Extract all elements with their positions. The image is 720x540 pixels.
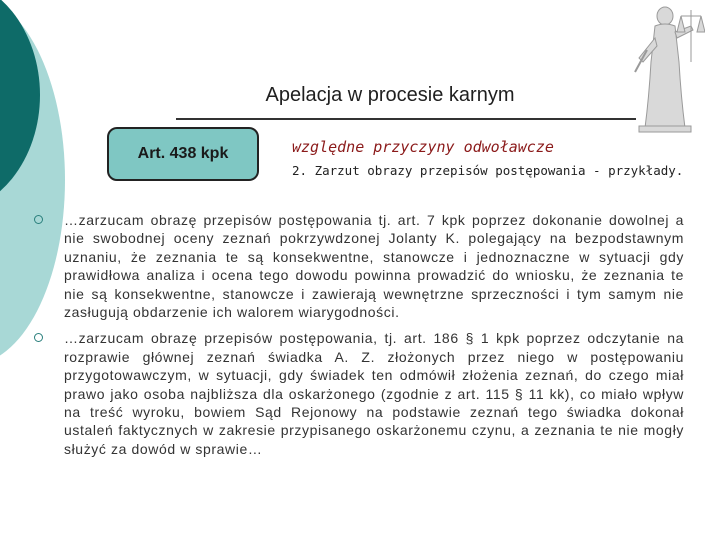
bullet-list: [34, 211, 684, 466]
circle-bullet-icon: [34, 333, 43, 342]
section-subtitle: względne przyczyny odwoławcze: [292, 138, 554, 156]
article-label: Art. 438 kpk: [137, 145, 229, 162]
list-item: [34, 211, 684, 321]
article-label-box: [107, 127, 259, 181]
bullet-text: …zarzucam obrazę przepisów postępowania tj. art. 7 kpk poprzez dokonanie dowolnej a nie swobodnej oceny zeznań pokrzywdzonej Jolanty K. polegający na bezpodstawnym uznaniu, że zeznania te są konsekwentne, stanowcze i jednoznaczne w sytuacji gdy prawidłowa analiza i ocena tego dowodu powinna prowadzić do wniosku, że zeznania te nie są konsekwentne, stanowcze i zawierają wewnętrzne sprzeczności i tym samym nie zasługują obdarzenie ich walorem wiarygodności.: [64, 212, 684, 321]
slide-title: Apelacja w procesie karnym: [265, 84, 515, 106]
justice-statue-icon: [625, 2, 705, 134]
bullet-text: …zarzucam obrazę przepisów postępowania, tj. art. 186 § 1 kpk poprzez odczytanie na rozprawie głównej zeznań świadka A. Z. złożonych przez niego w postępowaniu przygotowawczym, w sytuacji, gdy świadek ten odmówił złożenia zeznań, do czego miał prawo jako osoba najbliższa dla oskarżonego (zgodnie z art. 115 § 11 kk), co miało wpływ na treść wyroku, bowiem Sąd Rejonowy na podstawie zeznań tego świadka dokonał ustaleń faktycznych w zakresie przypisanego oskarżonemu czynu, a zeznania te nie mogły służyć za dowód w sprawie…: [64, 330, 684, 457]
section-subpoint: 2. Zarzut obrazy przepisów postępowania - przykłady.: [292, 163, 684, 178]
circle-bullet-icon: [34, 215, 43, 224]
title-divider: [176, 118, 636, 120]
list-item: [34, 329, 684, 458]
